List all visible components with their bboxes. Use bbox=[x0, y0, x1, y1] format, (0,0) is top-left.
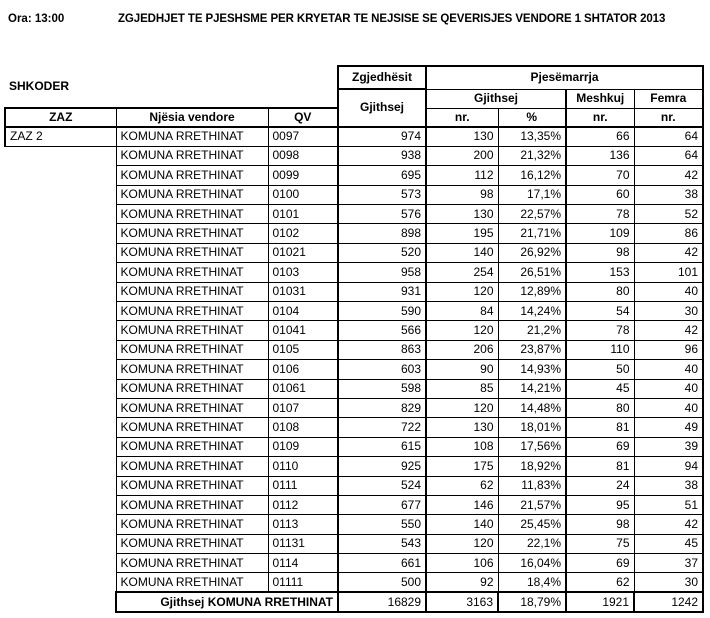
pjesemarrja-nr-cell: 62 bbox=[426, 476, 498, 495]
meshkuj-cell: 60 bbox=[566, 185, 634, 204]
femra-cell: 39 bbox=[634, 437, 703, 456]
table-row bbox=[5, 573, 703, 592]
header-femra: Femra bbox=[634, 89, 703, 108]
meshkuj-cell: 80 bbox=[566, 398, 634, 417]
meshkuj-cell: 136 bbox=[566, 146, 634, 165]
zaz-cell bbox=[5, 573, 116, 592]
qv-cell: 0110 bbox=[268, 457, 338, 476]
njesia-cell: KOMUNA RRETHINAT bbox=[116, 282, 268, 301]
table-row bbox=[5, 437, 703, 456]
qv-cell: 0111 bbox=[268, 476, 338, 495]
qv-cell: 0107 bbox=[268, 398, 338, 417]
pjesemarrja-nr-cell: 106 bbox=[426, 554, 498, 573]
qv-cell: 01031 bbox=[268, 282, 338, 301]
table-row bbox=[5, 379, 703, 398]
header-gjithsej-pjesemarrja: Gjithsej bbox=[426, 89, 566, 108]
pjesemarrja-nr-cell: 92 bbox=[426, 573, 498, 592]
table-row bbox=[5, 302, 703, 321]
total-meshkuj: 1921 bbox=[566, 592, 634, 612]
header-pjesemarrja: Pjesëmarrja bbox=[426, 66, 703, 89]
njesia-cell: KOMUNA RRETHINAT bbox=[116, 495, 268, 514]
table-row bbox=[5, 515, 703, 534]
page-title: ZGJEDHJET TE PJESHSME PER KRYETAR TE NEJSISE SE QEVERISJES VENDORE 1 SHTATOR 2013 bbox=[118, 13, 666, 25]
femra-cell: 101 bbox=[634, 263, 703, 282]
pjesemarrja-nr-cell: 120 bbox=[426, 321, 498, 340]
table-row bbox=[5, 534, 703, 553]
zgjedhesit-cell: 974 bbox=[338, 127, 426, 146]
njesia-cell: KOMUNA RRETHINAT bbox=[116, 515, 268, 534]
total-pct: 18,79% bbox=[498, 592, 566, 612]
pjesemarrja-nr-cell: 140 bbox=[426, 243, 498, 262]
header-nr-femra: nr. bbox=[634, 108, 703, 127]
njesia-cell: KOMUNA RRETHINAT bbox=[116, 534, 268, 553]
zaz-cell bbox=[5, 554, 116, 573]
zaz-cell bbox=[5, 437, 116, 456]
pjesemarrja-pct-cell: 17,56% bbox=[498, 437, 566, 456]
zaz-cell bbox=[5, 340, 116, 359]
table-row bbox=[5, 554, 703, 573]
pjesemarrja-pct-cell: 21,2% bbox=[498, 321, 566, 340]
qv-cell: 0101 bbox=[268, 205, 338, 224]
meshkuj-cell: 66 bbox=[566, 127, 634, 146]
meshkuj-cell: 78 bbox=[566, 205, 634, 224]
pjesemarrja-pct-cell: 18,92% bbox=[498, 457, 566, 476]
zgjedhesit-cell: 524 bbox=[338, 476, 426, 495]
meshkuj-cell: 54 bbox=[566, 302, 634, 321]
qv-cell: 01111 bbox=[268, 573, 338, 592]
njesia-cell: KOMUNA RRETHINAT bbox=[116, 146, 268, 165]
pjesemarrja-nr-cell: 85 bbox=[426, 379, 498, 398]
njesia-cell: KOMUNA RRETHINAT bbox=[116, 321, 268, 340]
table-footer bbox=[5, 592, 703, 612]
zgjedhesit-cell: 566 bbox=[338, 321, 426, 340]
table-row bbox=[5, 205, 703, 224]
meshkuj-cell: 110 bbox=[566, 340, 634, 359]
header-njesia-vendore: Njësia vendore bbox=[116, 108, 268, 127]
njesia-cell: KOMUNA RRETHINAT bbox=[116, 554, 268, 573]
pjesemarrja-nr-cell: 112 bbox=[426, 166, 498, 185]
njesia-cell: KOMUNA RRETHINAT bbox=[116, 573, 268, 592]
pjesemarrja-nr-cell: 140 bbox=[426, 515, 498, 534]
pjesemarrja-pct-cell: 14,21% bbox=[498, 379, 566, 398]
femra-cell: 51 bbox=[634, 495, 703, 514]
pjesemarrja-nr-cell: 84 bbox=[426, 302, 498, 321]
pjesemarrja-pct-cell: 12,89% bbox=[498, 282, 566, 301]
total-label: Gjithsej KOMUNA RRETHINAT bbox=[116, 592, 338, 612]
pjesemarrja-pct-cell: 14,24% bbox=[498, 302, 566, 321]
pjesemarrja-pct-cell: 23,87% bbox=[498, 340, 566, 359]
njesia-cell: KOMUNA RRETHINAT bbox=[116, 263, 268, 282]
zgjedhesit-cell: 603 bbox=[338, 360, 426, 379]
pjesemarrja-pct-cell: 16,12% bbox=[498, 166, 566, 185]
pjesemarrja-pct-cell: 21,71% bbox=[498, 224, 566, 243]
femra-cell: 38 bbox=[634, 476, 703, 495]
meshkuj-cell: 153 bbox=[566, 263, 634, 282]
table-row bbox=[5, 127, 703, 146]
results-table bbox=[4, 65, 704, 613]
zaz-cell bbox=[5, 398, 116, 417]
njesia-cell: KOMUNA RRETHINAT bbox=[116, 185, 268, 204]
meshkuj-cell: 78 bbox=[566, 321, 634, 340]
meshkuj-cell: 62 bbox=[566, 573, 634, 592]
pjesemarrja-nr-cell: 175 bbox=[426, 457, 498, 476]
zgjedhesit-cell: 829 bbox=[338, 398, 426, 417]
femra-cell: 94 bbox=[634, 457, 703, 476]
femra-cell: 40 bbox=[634, 398, 703, 417]
njesia-cell: KOMUNA RRETHINAT bbox=[116, 224, 268, 243]
njesia-cell: KOMUNA RRETHINAT bbox=[116, 166, 268, 185]
zgjedhesit-cell: 500 bbox=[338, 573, 426, 592]
meshkuj-cell: 69 bbox=[566, 554, 634, 573]
header-percent: % bbox=[498, 108, 566, 127]
pjesemarrja-nr-cell: 108 bbox=[426, 437, 498, 456]
zgjedhesit-cell: 550 bbox=[338, 515, 426, 534]
zaz-cell bbox=[5, 321, 116, 340]
qv-cell: 01131 bbox=[268, 534, 338, 553]
qv-cell: 0099 bbox=[268, 166, 338, 185]
njesia-cell: KOMUNA RRETHINAT bbox=[116, 243, 268, 262]
pjesemarrja-nr-cell: 98 bbox=[426, 185, 498, 204]
meshkuj-cell: 109 bbox=[566, 224, 634, 243]
zgjedhesit-cell: 590 bbox=[338, 302, 426, 321]
njesia-cell: KOMUNA RRETHINAT bbox=[116, 360, 268, 379]
pjesemarrja-nr-cell: 200 bbox=[426, 146, 498, 165]
zgjedhesit-cell: 598 bbox=[338, 379, 426, 398]
zgjedhesit-cell: 958 bbox=[338, 263, 426, 282]
femra-cell: 52 bbox=[634, 205, 703, 224]
zaz-cell bbox=[5, 379, 116, 398]
zgjedhesit-cell: 938 bbox=[338, 146, 426, 165]
pjesemarrja-pct-cell: 14,48% bbox=[498, 398, 566, 417]
qv-cell: 01041 bbox=[268, 321, 338, 340]
pjesemarrja-pct-cell: 18,4% bbox=[498, 573, 566, 592]
qv-cell: 0106 bbox=[268, 360, 338, 379]
femra-cell: 37 bbox=[634, 554, 703, 573]
zaz-cell bbox=[5, 185, 116, 204]
pjesemarrja-nr-cell: 146 bbox=[426, 495, 498, 514]
zgjedhesit-cell: 615 bbox=[338, 437, 426, 456]
qv-cell: 01061 bbox=[268, 379, 338, 398]
qv-cell: 0108 bbox=[268, 418, 338, 437]
qv-cell: 0097 bbox=[268, 127, 338, 146]
zgjedhesit-cell: 722 bbox=[338, 418, 426, 437]
zgjedhesit-cell: 573 bbox=[338, 185, 426, 204]
table-row bbox=[5, 224, 703, 243]
region-label: SHKODER bbox=[9, 78, 70, 93]
pjesemarrja-pct-cell: 26,51% bbox=[498, 263, 566, 282]
zaz-cell bbox=[5, 243, 116, 262]
pjesemarrja-nr-cell: 120 bbox=[426, 534, 498, 553]
time-label: Ora: 13:00 bbox=[8, 13, 65, 25]
table-row bbox=[5, 263, 703, 282]
pjesemarrja-pct-cell: 21,32% bbox=[498, 146, 566, 165]
zgjedhesit-cell: 576 bbox=[338, 205, 426, 224]
zaz-cell bbox=[5, 360, 116, 379]
pjesemarrja-pct-cell: 25,45% bbox=[498, 515, 566, 534]
zgjedhesit-cell: 543 bbox=[338, 534, 426, 553]
qv-cell: 01021 bbox=[268, 243, 338, 262]
femra-cell: 42 bbox=[634, 515, 703, 534]
header-gjithsej-voters: Gjithsej bbox=[338, 89, 426, 127]
pjesemarrja-nr-cell: 130 bbox=[426, 418, 498, 437]
table-row bbox=[5, 495, 703, 514]
table-row bbox=[5, 166, 703, 185]
meshkuj-cell: 50 bbox=[566, 360, 634, 379]
header-nr-gjithsej: nr. bbox=[426, 108, 498, 127]
meshkuj-cell: 80 bbox=[566, 282, 634, 301]
table-row bbox=[5, 185, 703, 204]
qv-cell: 0104 bbox=[268, 302, 338, 321]
zaz-cell bbox=[5, 224, 116, 243]
meshkuj-cell: 24 bbox=[566, 476, 634, 495]
pjesemarrja-pct-cell: 21,57% bbox=[498, 495, 566, 514]
meshkuj-cell: 98 bbox=[566, 515, 634, 534]
header-zaz: ZAZ bbox=[5, 108, 116, 127]
qv-cell: 0109 bbox=[268, 437, 338, 456]
zgjedhesit-cell: 695 bbox=[338, 166, 426, 185]
header-row-1 bbox=[5, 66, 703, 89]
header-nr-meshkuj: nr. bbox=[566, 108, 634, 127]
table-row bbox=[5, 360, 703, 379]
njesia-cell: KOMUNA RRETHINAT bbox=[116, 127, 268, 146]
zgjedhesit-cell: 677 bbox=[338, 495, 426, 514]
pjesemarrja-nr-cell: 254 bbox=[426, 263, 498, 282]
qv-cell: 0113 bbox=[268, 515, 338, 534]
total-femra: 1242 bbox=[634, 592, 703, 612]
zgjedhesit-cell: 520 bbox=[338, 243, 426, 262]
header-meshkuj: Meshkuj bbox=[566, 89, 634, 108]
njesia-cell: KOMUNA RRETHINAT bbox=[116, 437, 268, 456]
meshkuj-cell: 70 bbox=[566, 166, 634, 185]
table-row bbox=[5, 146, 703, 165]
pjesemarrja-nr-cell: 195 bbox=[426, 224, 498, 243]
femra-cell: 38 bbox=[634, 185, 703, 204]
table-row bbox=[5, 418, 703, 437]
femra-cell: 49 bbox=[634, 418, 703, 437]
zaz-cell bbox=[5, 476, 116, 495]
femra-cell: 64 bbox=[634, 127, 703, 146]
femra-cell: 42 bbox=[634, 321, 703, 340]
femra-cell: 40 bbox=[634, 360, 703, 379]
zaz-cell bbox=[5, 418, 116, 437]
njesia-cell: KOMUNA RRETHINAT bbox=[116, 398, 268, 417]
pjesemarrja-pct-cell: 13,35% bbox=[498, 127, 566, 146]
zgjedhesit-cell: 863 bbox=[338, 340, 426, 359]
header-zgjedhesit: Zgjedhësit bbox=[338, 66, 426, 89]
pjesemarrja-pct-cell: 11,83% bbox=[498, 476, 566, 495]
total-spacer-cell bbox=[5, 592, 116, 612]
table-row bbox=[5, 282, 703, 301]
qv-cell: 0103 bbox=[268, 263, 338, 282]
table-row bbox=[5, 321, 703, 340]
pjesemarrja-nr-cell: 120 bbox=[426, 282, 498, 301]
femra-cell: 45 bbox=[634, 534, 703, 553]
header-qv: QV bbox=[268, 108, 338, 127]
qv-cell: 0098 bbox=[268, 146, 338, 165]
pjesemarrja-pct-cell: 26,92% bbox=[498, 243, 566, 262]
pjesemarrja-nr-cell: 130 bbox=[426, 127, 498, 146]
pjesemarrja-nr-cell: 206 bbox=[426, 340, 498, 359]
femra-cell: 42 bbox=[634, 243, 703, 262]
zaz-cell bbox=[5, 166, 116, 185]
zgjedhesit-cell: 661 bbox=[338, 554, 426, 573]
pjesemarrja-pct-cell: 22,57% bbox=[498, 205, 566, 224]
pjesemarrja-nr-cell: 120 bbox=[426, 398, 498, 417]
meshkuj-cell: 95 bbox=[566, 495, 634, 514]
zaz-cell bbox=[5, 302, 116, 321]
table-body bbox=[5, 127, 703, 592]
njesia-cell: KOMUNA RRETHINAT bbox=[116, 302, 268, 321]
femra-cell: 86 bbox=[634, 224, 703, 243]
femra-cell: 42 bbox=[634, 166, 703, 185]
qv-cell: 0102 bbox=[268, 224, 338, 243]
njesia-cell: KOMUNA RRETHINAT bbox=[116, 418, 268, 437]
qv-cell: 0112 bbox=[268, 495, 338, 514]
qv-cell: 0105 bbox=[268, 340, 338, 359]
pjesemarrja-pct-cell: 18,01% bbox=[498, 418, 566, 437]
qv-cell: 0114 bbox=[268, 554, 338, 573]
pjesemarrja-nr-cell: 130 bbox=[426, 205, 498, 224]
njesia-cell: KOMUNA RRETHINAT bbox=[116, 340, 268, 359]
meshkuj-cell: 98 bbox=[566, 243, 634, 262]
qv-cell: 0100 bbox=[268, 185, 338, 204]
meshkuj-cell: 81 bbox=[566, 418, 634, 437]
pjesemarrja-pct-cell: 22,1% bbox=[498, 534, 566, 553]
table-header bbox=[5, 66, 703, 127]
pjesemarrja-pct-cell: 14,93% bbox=[498, 360, 566, 379]
total-zgjedhesit: 16829 bbox=[338, 592, 426, 612]
zaz-cell bbox=[5, 263, 116, 282]
meshkuj-cell: 45 bbox=[566, 379, 634, 398]
njesia-cell: KOMUNA RRETHINAT bbox=[116, 379, 268, 398]
total-row bbox=[5, 592, 703, 612]
meshkuj-cell: 75 bbox=[566, 534, 634, 553]
njesia-cell: KOMUNA RRETHINAT bbox=[116, 476, 268, 495]
femra-cell: 40 bbox=[634, 379, 703, 398]
zaz-cell bbox=[5, 205, 116, 224]
njesia-cell: KOMUNA RRETHINAT bbox=[116, 457, 268, 476]
table-row bbox=[5, 398, 703, 417]
femra-cell: 96 bbox=[634, 340, 703, 359]
femra-cell: 30 bbox=[634, 302, 703, 321]
meshkuj-cell: 69 bbox=[566, 437, 634, 456]
table-row bbox=[5, 476, 703, 495]
table-row bbox=[5, 457, 703, 476]
pjesemarrja-pct-cell: 17,1% bbox=[498, 185, 566, 204]
total-nr: 3163 bbox=[426, 592, 498, 612]
zaz-cell bbox=[5, 457, 116, 476]
femra-cell: 40 bbox=[634, 282, 703, 301]
table-row bbox=[5, 243, 703, 262]
zaz-cell: ZAZ 2 bbox=[5, 127, 116, 146]
zaz-cell bbox=[5, 515, 116, 534]
zaz-cell bbox=[5, 534, 116, 553]
zgjedhesit-cell: 898 bbox=[338, 224, 426, 243]
zgjedhesit-cell: 931 bbox=[338, 282, 426, 301]
femra-cell: 30 bbox=[634, 573, 703, 592]
pjesemarrja-nr-cell: 90 bbox=[426, 360, 498, 379]
pjesemarrja-pct-cell: 16,04% bbox=[498, 554, 566, 573]
zaz-cell bbox=[5, 282, 116, 301]
zaz-cell bbox=[5, 146, 116, 165]
femra-cell: 64 bbox=[634, 146, 703, 165]
table-row bbox=[5, 340, 703, 359]
zaz-cell bbox=[5, 495, 116, 514]
njesia-cell: KOMUNA RRETHINAT bbox=[116, 205, 268, 224]
zgjedhesit-cell: 925 bbox=[338, 457, 426, 476]
meshkuj-cell: 81 bbox=[566, 457, 634, 476]
